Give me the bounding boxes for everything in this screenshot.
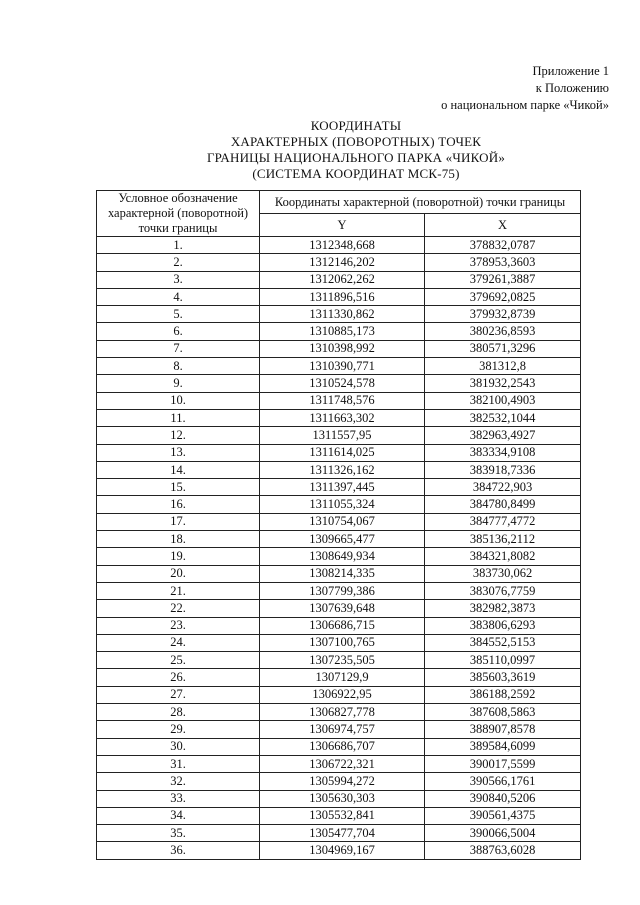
- y-coordinate-cell: 1310754,067: [260, 513, 425, 530]
- x-coordinate-cell: 384777,4772: [425, 513, 581, 530]
- point-number-cell: 6.: [97, 323, 260, 340]
- x-coordinate-cell: 381312,8: [425, 358, 581, 375]
- x-coordinate-cell: 388907,8578: [425, 721, 581, 738]
- point-number-cell: 14.: [97, 461, 260, 478]
- point-number-cell: 12.: [97, 427, 260, 444]
- x-coordinate-cell: 385110,0997: [425, 652, 581, 669]
- x-coordinate-cell: 380236,8593: [425, 323, 581, 340]
- x-coordinate-cell: 389584,6099: [425, 738, 581, 755]
- y-coordinate-cell: 1305532,841: [260, 807, 425, 824]
- annex-line-3: о национальном парке «Чикой»: [441, 98, 609, 112]
- point-number-cell: 1.: [97, 237, 260, 254]
- x-coordinate-cell: 384722,903: [425, 479, 581, 496]
- x-coordinate-cell: 383806,6293: [425, 617, 581, 634]
- y-coordinate-cell: 1312062,262: [260, 271, 425, 288]
- table-row: [97, 755, 581, 772]
- point-number-cell: 34.: [97, 807, 260, 824]
- y-coordinate-cell: 1311896,516: [260, 288, 425, 305]
- y-coordinate-cell: 1310885,173: [260, 323, 425, 340]
- point-number-cell: 20.: [97, 565, 260, 582]
- table-body: [97, 237, 581, 860]
- title-line-3: ГРАНИЦЫ НАЦИОНАЛЬНОГО ПАРКА «ЧИКОЙ»: [206, 150, 506, 165]
- y-coordinate-cell: 1305994,272: [260, 773, 425, 790]
- point-number-cell: 21.: [97, 582, 260, 599]
- x-coordinate-cell: 382100,4903: [425, 392, 581, 409]
- x-coordinate-cell: 380571,3296: [425, 340, 581, 357]
- point-number-cell: 29.: [97, 721, 260, 738]
- table-row: [97, 807, 581, 824]
- y-coordinate-cell: 1307799,386: [260, 582, 425, 599]
- y-coordinate-cell: 1312146,202: [260, 254, 425, 271]
- y-coordinate-cell: 1307100,765: [260, 634, 425, 651]
- y-coordinate-cell: 1311663,302: [260, 409, 425, 426]
- point-number-cell: 8.: [97, 358, 260, 375]
- table-row: [97, 237, 581, 254]
- x-coordinate-cell: 383076,7759: [425, 582, 581, 599]
- point-number-cell: 31.: [97, 755, 260, 772]
- x-coordinate-cell: 390840,5206: [425, 790, 581, 807]
- point-number-cell: 2.: [97, 254, 260, 271]
- table-row: [97, 582, 581, 599]
- point-number-cell: 28.: [97, 704, 260, 721]
- point-number-cell: 27.: [97, 686, 260, 703]
- table-row: [97, 358, 581, 375]
- point-number-cell: 17.: [97, 513, 260, 530]
- table-row: [97, 392, 581, 409]
- x-coordinate-cell: 384780,8499: [425, 496, 581, 513]
- x-coordinate-cell: 387608,5863: [425, 704, 581, 721]
- y-coordinate-cell: 1306827,778: [260, 704, 425, 721]
- point-number-cell: 25.: [97, 652, 260, 669]
- point-number-cell: 16.: [97, 496, 260, 513]
- point-number-cell: 33.: [97, 790, 260, 807]
- table-row: [97, 842, 581, 859]
- x-coordinate-cell: 379261,3887: [425, 271, 581, 288]
- point-number-cell: 35.: [97, 825, 260, 842]
- x-coordinate-cell: 384321,8082: [425, 548, 581, 565]
- annex-reference: [441, 63, 609, 114]
- table-row: [97, 617, 581, 634]
- y-coordinate-cell: 1305477,704: [260, 825, 425, 842]
- table-row: [97, 461, 581, 478]
- y-coordinate-cell: 1311055,324: [260, 496, 425, 513]
- point-number-cell: 24.: [97, 634, 260, 651]
- point-number-cell: 5.: [97, 306, 260, 323]
- title-line-4: (СИСТЕМА КООРДИНАТ МСК-75): [252, 166, 460, 181]
- table-row: [97, 686, 581, 703]
- x-coordinate-cell: 382982,3873: [425, 600, 581, 617]
- point-number-cell: 9.: [97, 375, 260, 392]
- title-line-2: ХАРАКТЕРНЫХ (ПОВОРОТНЫХ) ТОЧЕК: [230, 134, 482, 149]
- x-coordinate-cell: 390566,1761: [425, 773, 581, 790]
- point-number-cell: 22.: [97, 600, 260, 617]
- header-coordinates: Координаты характерной (поворотной) точки границы: [260, 191, 581, 214]
- point-number-cell: 10.: [97, 392, 260, 409]
- point-number-cell: 7.: [97, 340, 260, 357]
- table-row: [97, 565, 581, 582]
- table-row: [97, 548, 581, 565]
- table-row: [97, 513, 581, 530]
- y-coordinate-cell: 1306922,95: [260, 686, 425, 703]
- title-line-1: КООРДИНАТЫ: [310, 118, 402, 133]
- header-x: X: [425, 214, 581, 237]
- table-row: [97, 306, 581, 323]
- y-coordinate-cell: 1311557,95: [260, 427, 425, 444]
- point-number-cell: 23.: [97, 617, 260, 634]
- y-coordinate-cell: 1311748,576: [260, 392, 425, 409]
- point-number-cell: 30.: [97, 738, 260, 755]
- x-coordinate-cell: 378832,0787: [425, 237, 581, 254]
- x-coordinate-cell: 379932,8739: [425, 306, 581, 323]
- table-row: [97, 496, 581, 513]
- table-row: [97, 444, 581, 461]
- y-coordinate-cell: 1306686,715: [260, 617, 425, 634]
- table-row: [97, 721, 581, 738]
- point-number-cell: 32.: [97, 773, 260, 790]
- y-coordinate-cell: 1307639,648: [260, 600, 425, 617]
- header-y: Y: [260, 214, 425, 237]
- y-coordinate-cell: 1309665,477: [260, 531, 425, 548]
- y-coordinate-cell: 1304969,167: [260, 842, 425, 859]
- y-coordinate-cell: 1310390,771: [260, 358, 425, 375]
- point-number-cell: 36.: [97, 842, 260, 859]
- table-row: [97, 600, 581, 617]
- y-coordinate-cell: 1308214,335: [260, 565, 425, 582]
- table-row: [97, 409, 581, 426]
- y-coordinate-cell: 1307129,9: [260, 669, 425, 686]
- table-row: [97, 704, 581, 721]
- y-coordinate-cell: 1310524,578: [260, 375, 425, 392]
- table-row: [97, 738, 581, 755]
- x-coordinate-cell: 383918,7336: [425, 461, 581, 478]
- point-number-cell: 19.: [97, 548, 260, 565]
- y-coordinate-cell: 1306974,757: [260, 721, 425, 738]
- document-title: [96, 118, 616, 182]
- x-coordinate-cell: 384552,5153: [425, 634, 581, 651]
- x-coordinate-cell: 383334,9108: [425, 444, 581, 461]
- x-coordinate-cell: 388763,6028: [425, 842, 581, 859]
- table-row: [97, 271, 581, 288]
- table-row: [97, 254, 581, 271]
- table-row: [97, 652, 581, 669]
- y-coordinate-cell: 1312348,668: [260, 237, 425, 254]
- header-point-designation: Условное обозначение характерной (поворотной) точки границы: [97, 191, 260, 237]
- x-coordinate-cell: 390066,5004: [425, 825, 581, 842]
- x-coordinate-cell: 382963,4927: [425, 427, 581, 444]
- x-coordinate-cell: 382532,1044: [425, 409, 581, 426]
- table-row: [97, 790, 581, 807]
- x-coordinate-cell: 390561,4375: [425, 807, 581, 824]
- point-number-cell: 18.: [97, 531, 260, 548]
- annex-line-2: к Положению: [535, 81, 609, 95]
- y-coordinate-cell: 1311614,025: [260, 444, 425, 461]
- table-row: [97, 773, 581, 790]
- x-coordinate-cell: 385136,2112: [425, 531, 581, 548]
- x-coordinate-cell: 379692,0825: [425, 288, 581, 305]
- point-number-cell: 11.: [97, 409, 260, 426]
- coordinates-table: [96, 190, 581, 860]
- x-coordinate-cell: 378953,3603: [425, 254, 581, 271]
- table-row: [97, 340, 581, 357]
- point-number-cell: 3.: [97, 271, 260, 288]
- table-row: [97, 427, 581, 444]
- y-coordinate-cell: 1308649,934: [260, 548, 425, 565]
- y-coordinate-cell: 1311397,445: [260, 479, 425, 496]
- x-coordinate-cell: 383730,062: [425, 565, 581, 582]
- y-coordinate-cell: 1311330,862: [260, 306, 425, 323]
- x-coordinate-cell: 381932,2543: [425, 375, 581, 392]
- point-number-cell: 4.: [97, 288, 260, 305]
- table-row: [97, 288, 581, 305]
- annex-line-1: Приложение 1: [532, 64, 609, 78]
- x-coordinate-cell: 390017,5599: [425, 755, 581, 772]
- table-row: [97, 669, 581, 686]
- x-coordinate-cell: 385603,3619: [425, 669, 581, 686]
- x-coordinate-cell: 386188,2592: [425, 686, 581, 703]
- table-row: [97, 479, 581, 496]
- y-coordinate-cell: 1306722,321: [260, 755, 425, 772]
- table-row: [97, 375, 581, 392]
- y-coordinate-cell: 1307235,505: [260, 652, 425, 669]
- point-number-cell: 13.: [97, 444, 260, 461]
- point-number-cell: 26.: [97, 669, 260, 686]
- table-row: [97, 323, 581, 340]
- y-coordinate-cell: 1306686,707: [260, 738, 425, 755]
- table-row: [97, 825, 581, 842]
- table-row: [97, 531, 581, 548]
- y-coordinate-cell: 1305630,303: [260, 790, 425, 807]
- table-row: [97, 634, 581, 651]
- point-number-cell: 15.: [97, 479, 260, 496]
- y-coordinate-cell: 1310398,992: [260, 340, 425, 357]
- y-coordinate-cell: 1311326,162: [260, 461, 425, 478]
